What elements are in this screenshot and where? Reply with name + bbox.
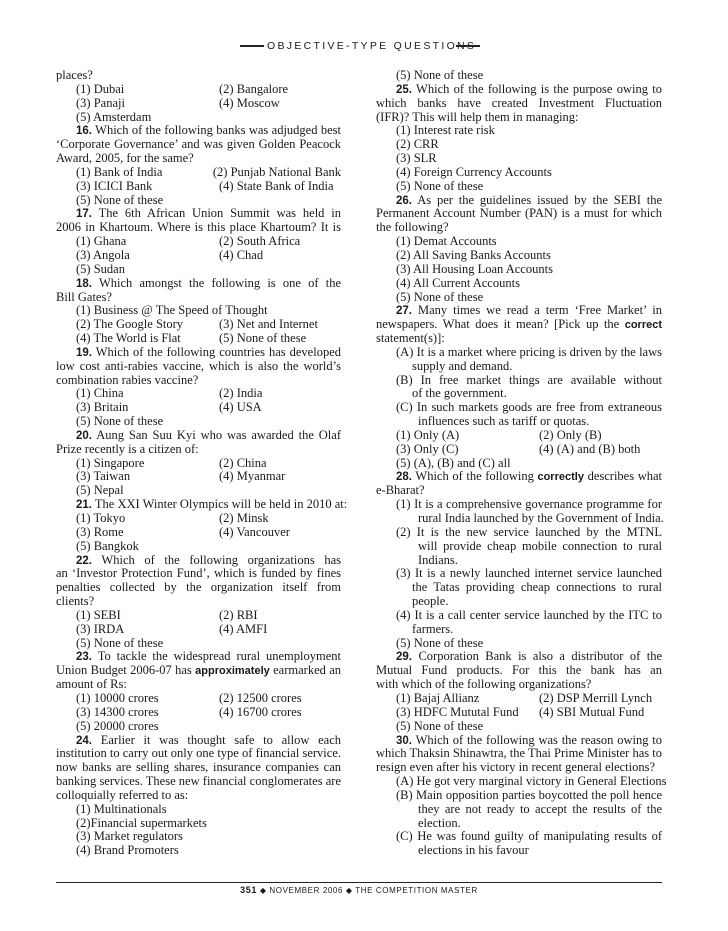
- text-line: amount of Rs:: [56, 677, 127, 692]
- text-line: colloquially referred to as:: [56, 787, 189, 802]
- option: (1) Interest rate risk: [396, 123, 495, 138]
- footer-rule: [56, 882, 662, 883]
- text-line: Mutual Fund products. For this the bank has an: [376, 664, 662, 678]
- diamond-icon: ◆: [345, 886, 353, 895]
- option-row: [376, 706, 662, 720]
- option: (3) Angola: [76, 247, 130, 262]
- statement: (1) It is a comprehensive governance programme for: [396, 498, 662, 512]
- question-19: 19. Which of the following countries has developed: [76, 345, 341, 359]
- question-27: 27. Many times we read a term ‘Free Market’ in: [396, 304, 662, 318]
- text-line: Award, 2005, for the same?: [56, 151, 194, 166]
- option-row: [56, 623, 341, 637]
- option: (3) Only (C): [396, 441, 459, 456]
- option-row: [56, 692, 341, 706]
- question-16: 16. Which of the following banks was adjudged best: [76, 124, 341, 138]
- left-column: [56, 68, 348, 858]
- option: (4) AMFI: [219, 621, 268, 636]
- option-row: [56, 249, 341, 263]
- question-number: 21.: [76, 499, 92, 512]
- option: (3) Net and Internet: [219, 317, 318, 332]
- option: (3) HDFC Mututal Fund: [396, 704, 519, 719]
- question-29: 29. Corporation Bank is also a distributor of the: [396, 650, 662, 664]
- text-line: with which of the following organizations?: [376, 677, 592, 692]
- text-line: Bill Gates?: [56, 289, 112, 304]
- option-row: [56, 387, 341, 401]
- emphasis: correctly: [537, 471, 584, 484]
- option: (4) USA: [219, 400, 262, 415]
- question-number: 22.: [76, 554, 92, 567]
- statement: (A) He got very marginal victory in General Elections: [396, 774, 667, 789]
- option-row: [56, 97, 341, 111]
- option-row: [56, 318, 341, 332]
- text-line: newspapers. What does it mean? [Pick up the correct: [376, 318, 662, 332]
- statement: (B) Main opposition parties boycotted the poll hence: [396, 788, 662, 802]
- option: (1) Ghana: [76, 234, 127, 249]
- option: (4) 16700 crores: [219, 704, 302, 719]
- statement-cont: the Tatas providing cheap connections to rural: [412, 581, 662, 595]
- option: (4) The World is Flat: [76, 331, 181, 346]
- option: (5) None of these: [76, 414, 164, 429]
- option: (2) Minsk: [219, 511, 269, 525]
- option: (5) 20000 crores: [76, 718, 159, 733]
- text-line: e-Bharat?: [376, 483, 425, 498]
- question-number: 18.: [76, 277, 92, 290]
- text-line: now banks are selling shares, insurance companies can: [56, 761, 341, 775]
- statement-cont: of the government.: [412, 386, 507, 401]
- option: (4) State Bank of India: [219, 178, 334, 193]
- page-footer: [56, 885, 662, 895]
- option: (3) ICICI Bank: [76, 178, 153, 193]
- option-row: [56, 609, 341, 623]
- statement: (3) It is a newly launched internet service launched: [396, 567, 662, 581]
- option: (4) Myanmar: [219, 469, 286, 484]
- option: (2) South Africa: [219, 234, 301, 249]
- diamond-icon: ◆: [259, 886, 267, 895]
- option-row: [56, 706, 341, 720]
- statement: (4) It is a call center service launched by the ITC to: [396, 608, 662, 622]
- option-row: [56, 512, 341, 526]
- statement: (A) It is a market where pricing is driven by the laws: [396, 345, 662, 359]
- option: (1) Business @ The Speed of Thought: [76, 303, 268, 318]
- header-rule-right: [456, 45, 480, 47]
- statement: (C) In such markets goods are free from extraneous: [396, 401, 662, 415]
- text-line: institution to carry out only one type of financial service.: [56, 747, 341, 761]
- option: (4) Chad: [219, 247, 264, 262]
- option: (5) None of these: [76, 635, 164, 650]
- text-line: combination rabies vaccine?: [56, 372, 199, 387]
- option: (2) The Google Story: [76, 317, 184, 332]
- option: (2) Bangalore: [219, 81, 289, 96]
- text-line: 2006 in Khartoum. Where is this place Khartoum? It is: [56, 221, 341, 235]
- option: (2) Only (B): [539, 427, 602, 442]
- option: (2) RBI: [219, 607, 258, 622]
- text-line: Prize recently is a citizen of:: [56, 441, 199, 456]
- option: (1) Demat Accounts: [396, 234, 497, 249]
- option: (3) SLR: [396, 151, 437, 166]
- option-row: [56, 166, 341, 180]
- option: (3) Rome: [76, 524, 124, 539]
- option-row: [376, 429, 662, 443]
- text-line: (IFR)? This will help them in managing:: [376, 109, 579, 124]
- text-line: Union Budget 2006-07 has approximately earmarked an: [56, 664, 341, 678]
- option: (1) China: [76, 386, 124, 401]
- emphasis: correct: [624, 319, 662, 332]
- option: (5) Bangkok: [76, 538, 139, 553]
- statement-cont: supply and demand.: [412, 358, 513, 373]
- issue-date: NOVEMBER 2006: [269, 886, 344, 895]
- option: (1) Only (A): [396, 427, 460, 442]
- text-line: which banks have created Investment Fluctuation: [376, 96, 662, 110]
- right-column: [376, 68, 667, 858]
- option: (4) Moscow: [219, 95, 280, 110]
- option: (1) 10000 crores: [76, 690, 159, 705]
- text-line: penalties collected by the organization itself from: [56, 581, 341, 595]
- text-line: Permanent Account Number (PAN) is a must for which: [376, 207, 662, 221]
- option-row: [56, 470, 341, 484]
- option: (2) China: [219, 455, 267, 470]
- text-line: banking services. These new financial conglomerates are: [56, 775, 341, 789]
- emphasis: approximately: [195, 665, 270, 678]
- statement-cont: farmers.: [412, 621, 454, 636]
- option-row: [56, 180, 341, 194]
- option: (3) All Housing Loan Accounts: [396, 261, 553, 276]
- option: (4) (A) and (B) both: [539, 441, 641, 456]
- question-24: 24. Earlier it was thought safe to allow each: [76, 733, 341, 747]
- option-row: [56, 457, 341, 471]
- question-number: 17.: [76, 208, 92, 221]
- option-row: [56, 83, 341, 97]
- question-number: 19.: [76, 346, 92, 359]
- option: (1) Tokyo: [76, 511, 126, 525]
- text-line: which Thaksin Shinawtra, the Thai Prime Minister has to: [376, 747, 662, 761]
- question-number: 27.: [396, 305, 412, 318]
- text-line: the following?: [376, 220, 449, 235]
- statement-cont: election.: [418, 815, 461, 830]
- option: (2) DSP Merrill Lynch: [539, 690, 653, 705]
- option-row: [56, 332, 341, 346]
- statement-cont: will provide cheap mobile connection to rural: [418, 539, 662, 553]
- text-line: resign even after his victory in recent general elections?: [376, 760, 656, 775]
- option-row: [376, 692, 662, 706]
- option-row: [376, 443, 662, 457]
- option: (4) SBI Mutual Fund: [539, 704, 645, 719]
- option: (1) Singapore: [76, 455, 145, 470]
- option: (3) IRDA: [76, 621, 125, 636]
- question-number: 26.: [396, 194, 412, 207]
- option: (4) Foreign Currency Accounts: [396, 164, 552, 179]
- option: (4) Vancouver: [219, 524, 290, 539]
- option: (3) Market regulators: [76, 829, 183, 844]
- statement-cont: Indians.: [418, 552, 458, 567]
- question-25: 25. Which of the following is the purpose owing to: [396, 82, 662, 96]
- option: (5) None of these: [76, 192, 164, 207]
- option: (5) None of these: [396, 178, 484, 193]
- question-number: 28.: [396, 471, 412, 484]
- option: (5) None of these: [219, 331, 307, 346]
- option: (5) Nepal: [76, 483, 124, 498]
- text-line: places?: [56, 68, 93, 82]
- question-number: 30.: [396, 734, 412, 747]
- question-number: 24.: [76, 734, 92, 747]
- statement-cont: rural India launched by the Government of India.: [418, 511, 664, 525]
- question-number: 16.: [76, 125, 92, 138]
- option: (5) (A), (B) and (C) all: [396, 455, 511, 470]
- text-line: an ‘Investor Protection Fund’, which is funded by fines: [56, 567, 341, 581]
- question-17: 17. The 6th African Union Summit was held in: [76, 207, 341, 221]
- option-row: [56, 526, 341, 540]
- statement-cont: influences such as tariff or quotas.: [418, 414, 590, 429]
- question-30: 30. Which of the following was the reason owing to: [396, 733, 662, 747]
- statement: (B) In free market things are available without: [396, 373, 662, 387]
- option: (5) None of these: [396, 289, 484, 304]
- option-row: [56, 401, 341, 415]
- option: (1) Bajaj Allianz: [396, 690, 480, 705]
- question-20: 20. Aung San Suu Kyi who was awarded the Olaf: [76, 428, 341, 442]
- question-23: 23. To tackle the widespread rural unemployment: [76, 650, 341, 664]
- question-22: 22. Which of the following organizations has: [76, 553, 341, 567]
- option: (2)Financial supermarkets: [76, 815, 207, 830]
- option: (3) 14300 crores: [76, 704, 159, 719]
- option: (1) Dubai: [76, 81, 125, 96]
- section-title: OBJECTIVE-TYPE QUESTIONS: [267, 40, 477, 52]
- option: (3) Britain: [76, 400, 129, 415]
- statement: (C) He was found guilty of manipulating results of: [396, 830, 662, 844]
- question-number: 25.: [396, 83, 412, 96]
- text-line: statement(s)]:: [376, 331, 445, 346]
- option: (2) 12500 crores: [219, 690, 302, 705]
- question-21: 21. The XXI Winter Olympics will be held in 2010 at:: [76, 497, 348, 512]
- header-rule-left: [240, 45, 264, 47]
- option: (1) Bank of India: [76, 164, 163, 179]
- text-line: clients?: [56, 594, 95, 609]
- option: (5) Amsterdam: [76, 109, 152, 124]
- text-line: ‘Corporate Governance’ and was given Golden Peacock: [56, 138, 341, 152]
- option: (5) None of these: [396, 68, 484, 82]
- statement-cont: elections in his favour: [418, 843, 529, 858]
- question-number: 23.: [76, 651, 92, 664]
- option-row: [56, 235, 341, 249]
- option: (4) Brand Promoters: [76, 843, 179, 858]
- option: (1) Multinationals: [76, 801, 167, 816]
- option: (5) Sudan: [76, 261, 125, 276]
- option: (1) SEBI: [76, 607, 121, 622]
- option: (4) All Current Accounts: [396, 275, 520, 290]
- page-number: 351: [240, 885, 257, 895]
- magazine-name: THE COMPETITION MASTER: [355, 886, 478, 895]
- statement-cont: people.: [412, 594, 449, 609]
- option: (2) India: [219, 386, 263, 401]
- question-28: 28. Which of the following correctly describes what: [396, 470, 662, 484]
- statement-cont: they are not ready to accept the results of the: [418, 802, 662, 816]
- text-line: low cost anti-rabies vaccine, which is also the world’s: [56, 359, 341, 373]
- question-18: 18. Which amongst the following is one of the: [76, 276, 341, 290]
- question-number: 20.: [76, 429, 92, 442]
- option: (2) Punjab National Bank: [212, 164, 341, 179]
- question-26: 26. As per the guidelines issued by the SEBI the: [396, 193, 662, 207]
- option: (2) CRR: [396, 137, 439, 152]
- option: (3) Panaji: [76, 95, 125, 110]
- option: (3) Taiwan: [76, 469, 131, 484]
- option: (5) None of these: [396, 635, 484, 650]
- question-number: 29.: [396, 651, 412, 664]
- page-header: [240, 39, 480, 59]
- option: (2) All Saving Banks Accounts: [396, 247, 551, 262]
- statement: (2) It is the new service launched by the MTNL: [396, 525, 662, 539]
- option: (5) None of these: [396, 718, 484, 733]
